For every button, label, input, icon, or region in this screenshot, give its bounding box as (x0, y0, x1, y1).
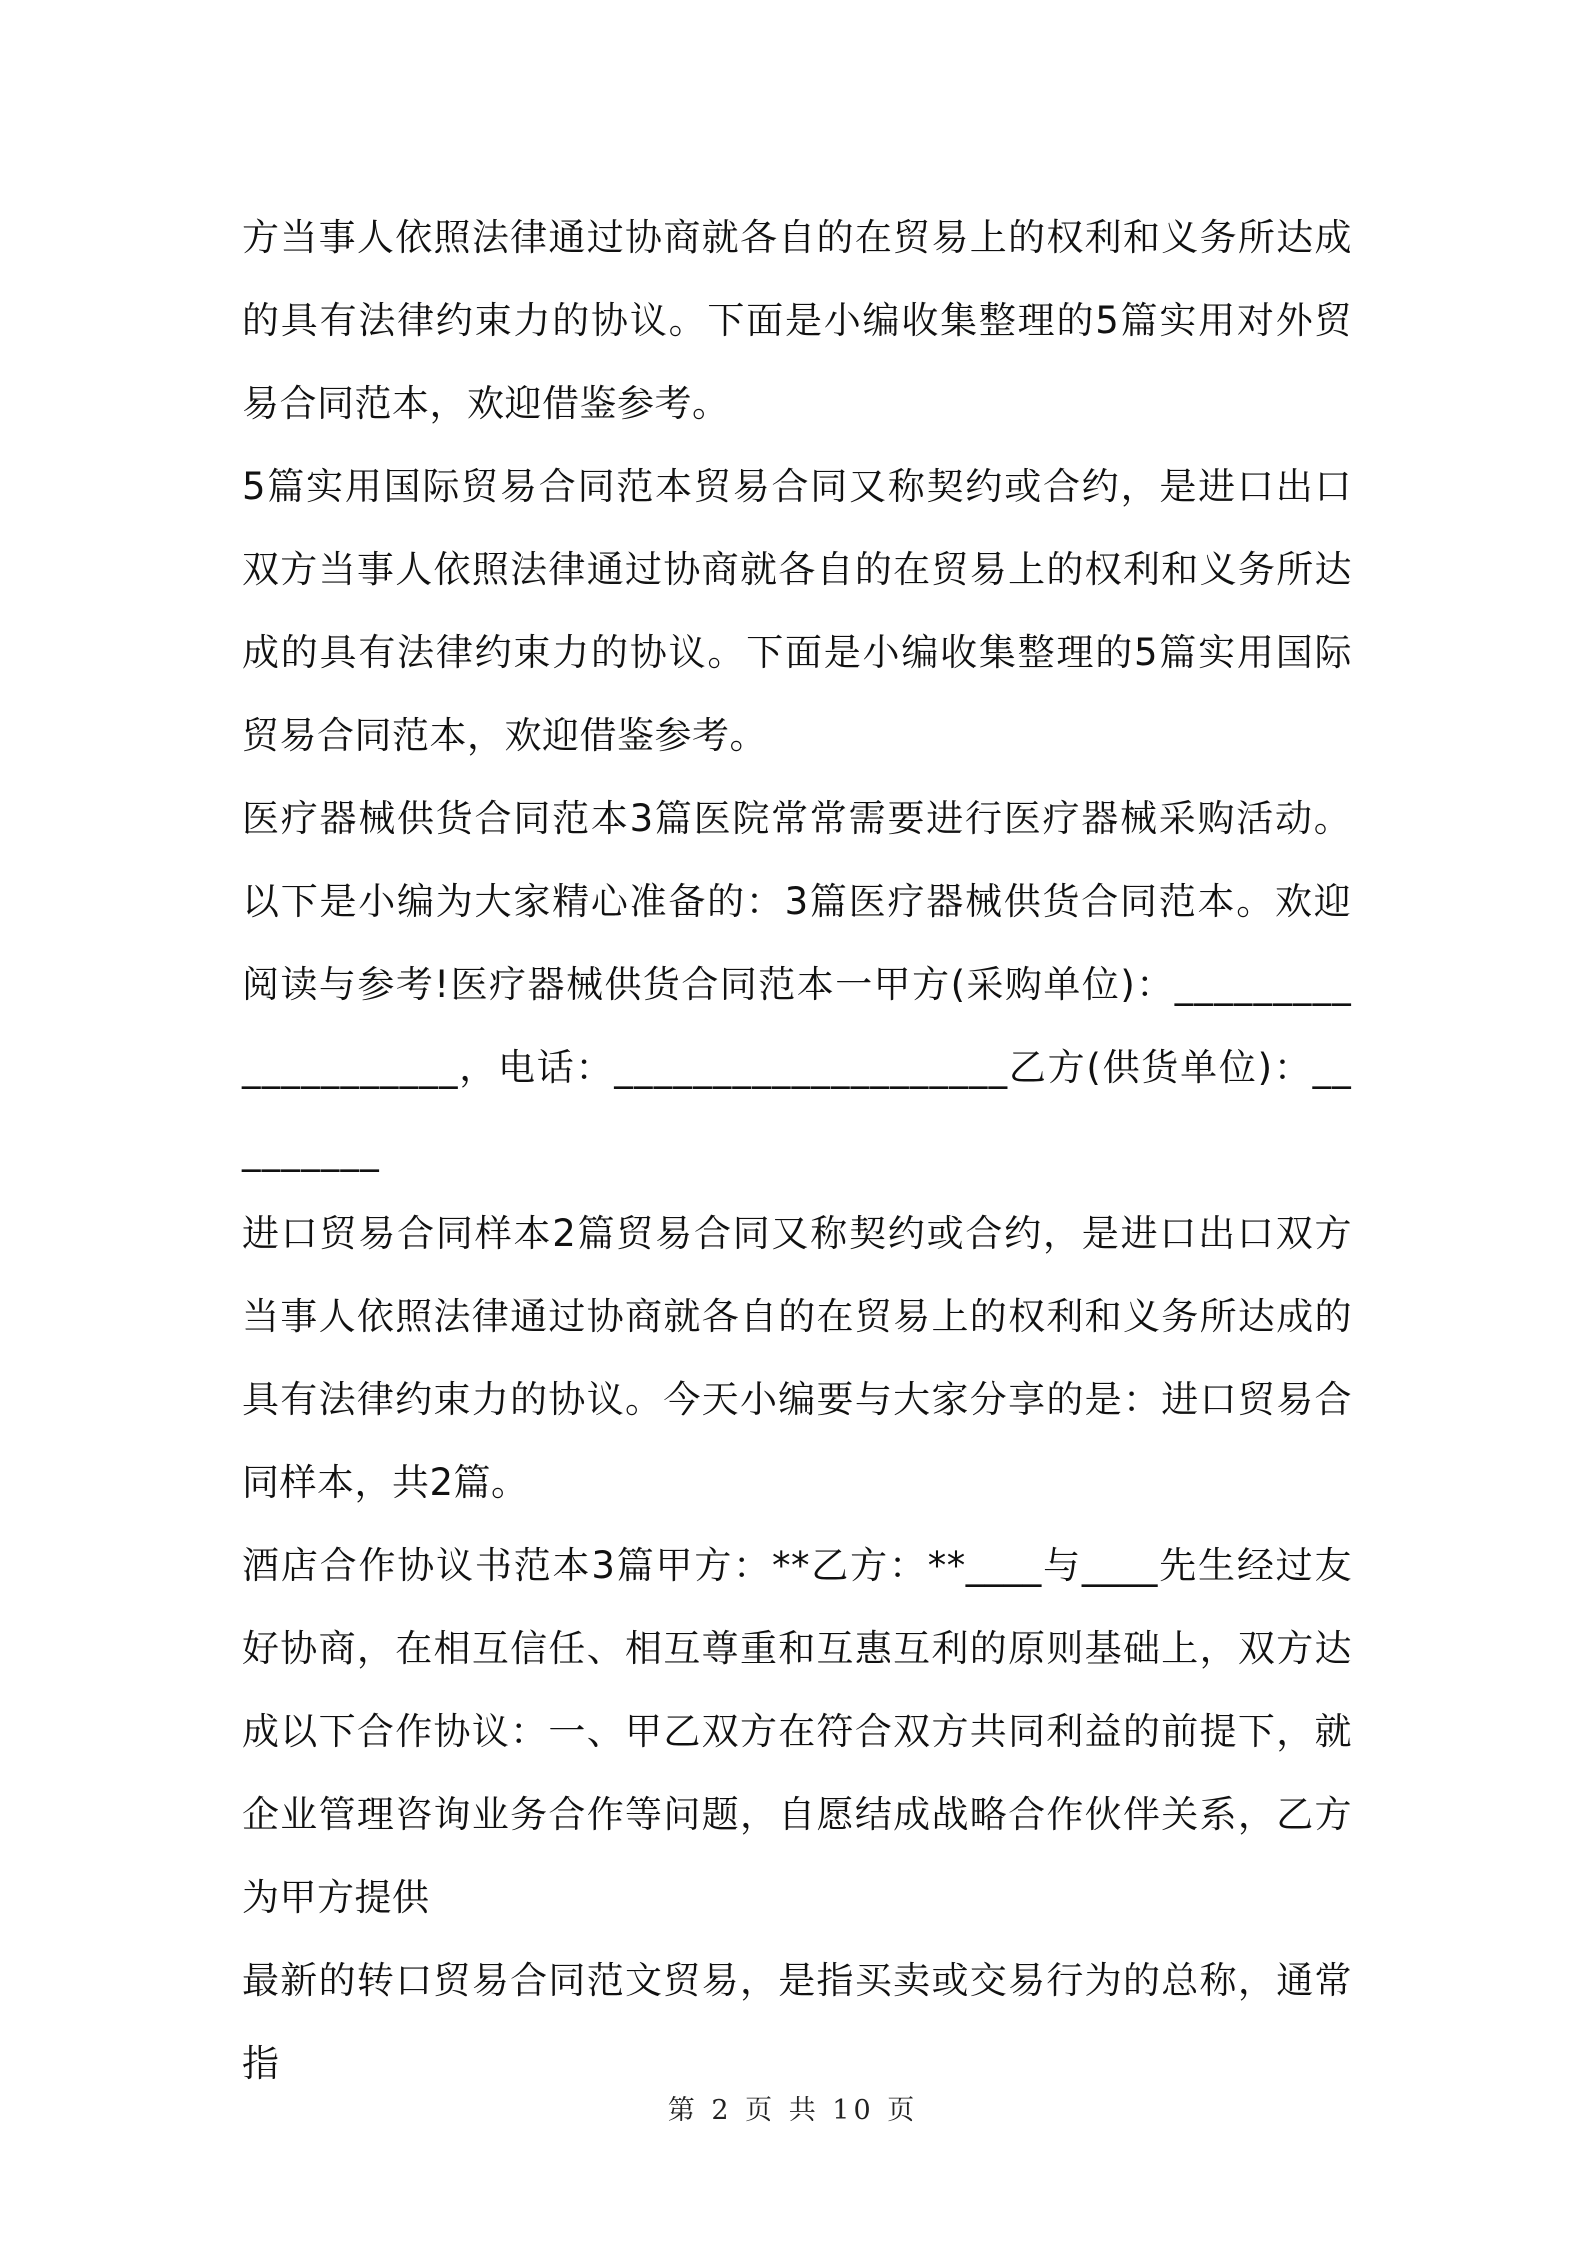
paragraph-medical-equipment: 医疗器械供货合同范本3篇医院常常需要进行医疗器械采购活动。以下是小编为大家精心准备的：3篇医疗器械供货合同范本。欢迎阅读与参考!医疗器械供货合同范本一甲方(采购单位)：____________________，电话：____________________乙方(供货单位)：_________ (242, 797, 1352, 1172)
paragraph-foreign-trade-intro: 方当事人依照法律通过协商就各自的在贸易上的权利和义务所达成的具有法律约束力的协议。下面是小编收集整理的5篇实用对外贸易合同范本，欢迎借鉴参考。 (242, 216, 1352, 425)
paragraph-hotel-cooperation: 酒店合作协议书范本3篇甲方：**乙方：**____与____先生经过友好协商，在相互信任、相互尊重和互惠互利的原则基础上，双方达成以下合作协议：一、甲乙双方在符合双方共同利益的前提下，就企业管理咨询业务合作等问题，自愿结成战略合作伙伴关系，乙方为甲方提供 (242, 1544, 1352, 1919)
paragraph-import-trade: 进口贸易合同样本2篇贸易合同又称契约或合约，是进口出口双方当事人依照法律通过协商就各自的在贸易上的权利和义务所达成的具有法律约束力的协议。今天小编要与大家分享的是：进口贸易合同样本，共2篇。 (242, 1212, 1352, 1504)
page-number-footer: 第 2 页 共 10 页 (667, 2095, 919, 2126)
paragraph-re-export-trade: 最新的转口贸易合同范文贸易，是指买卖或交易行为的总称，通常指 (242, 1959, 1352, 2085)
paragraph-international-trade: 5篇实用国际贸易合同范本贸易合同又称契约或合约，是进口出口双方当事人依照法律通过协商就各自的在贸易上的权利和义务所达成的具有法律约束力的协议。下面是小编收集整理的5篇实用国际贸易合同范本，欢迎借鉴参考。 (242, 465, 1352, 757)
document-body (242, 196, 1352, 2105)
